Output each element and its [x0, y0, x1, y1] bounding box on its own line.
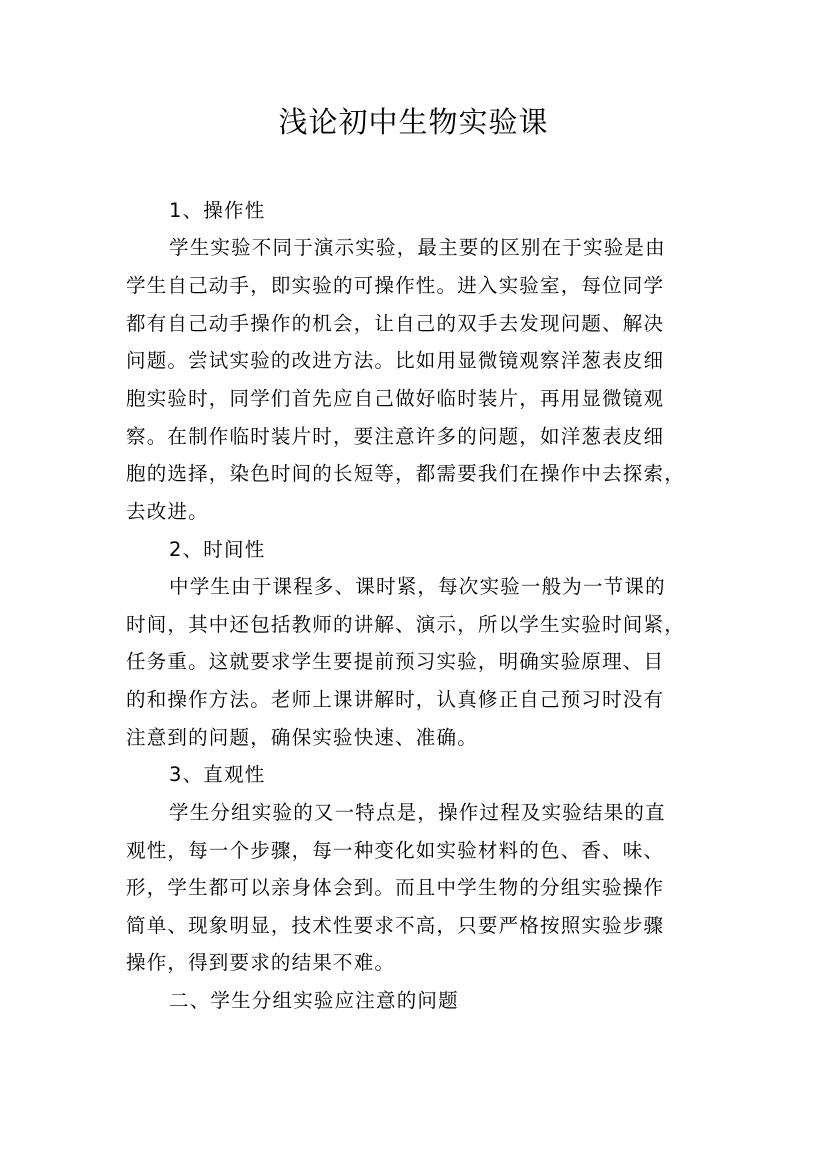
paragraph-line: 学生分组实验的又一特点是，操作过程及实验结果的直	[169, 801, 666, 824]
paragraph-line: 察。在制作临时装片时，要注意许多的问题，如洋葱表皮细	[126, 425, 665, 448]
paragraph-line: 学生实验不同于演示实验，最主要的区别在于实验是由	[169, 236, 666, 259]
paragraph-line: 都有自己动手操作的机会，让自己的双手去发现问题、解决	[126, 312, 665, 335]
paragraph-line: 观性，每一个步骤，每一种变化如实验材料的色、香、味、	[126, 839, 665, 862]
paragraph-line: 中学生由于课程多、课时紧，每次实验一般为一节课的	[169, 575, 666, 598]
paragraph-line: 形，学生都可以亲身体会到。而且中学生物的分组实验操作	[126, 876, 665, 899]
paragraph-line: 学生自己动手，即实验的可操作性。进入实验室，每位同学	[126, 274, 665, 297]
paragraph-line: 注意到的问题，确保实验快速、准确。	[126, 726, 478, 749]
section-heading-timeliness: 2、时间性	[169, 538, 266, 561]
paragraph-line: 问题。尝试实验的改进方法。比如用显微镜观察洋葱表皮细	[126, 349, 665, 372]
section-heading-part-two: 二、学生分组实验应注意的问题	[169, 989, 459, 1012]
document-title: 浅论初中生物实验课	[278, 105, 549, 139]
paragraph-line: 胞的选择，染色时间的长短等，都需要我们在操作中去探索，	[126, 462, 685, 485]
paragraph-line: 胞实验时，同学们首先应自己做好临时装片，再用显微镜观	[126, 387, 665, 410]
section-heading-intuitiveness: 3、直观性	[169, 763, 266, 786]
paragraph-line: 任务重。这就要求学生要提前预习实验，明确实验原理、目	[126, 650, 665, 673]
paragraph-line: 时间，其中还包括教师的讲解、演示，所以学生实验时间紧，	[126, 613, 685, 636]
section-heading-operability: 1、操作性	[169, 199, 266, 222]
paragraph-line: 的和操作方法。老师上课讲解时，认真修正自己预习时没有	[126, 688, 665, 711]
paragraph-line: 操作，得到要求的结果不难。	[126, 951, 396, 974]
paragraph-line: 去改进。	[126, 500, 209, 523]
paragraph-line: 简单、现象明显，技术性要求不高，只要严格按照实验步骤	[126, 914, 665, 937]
